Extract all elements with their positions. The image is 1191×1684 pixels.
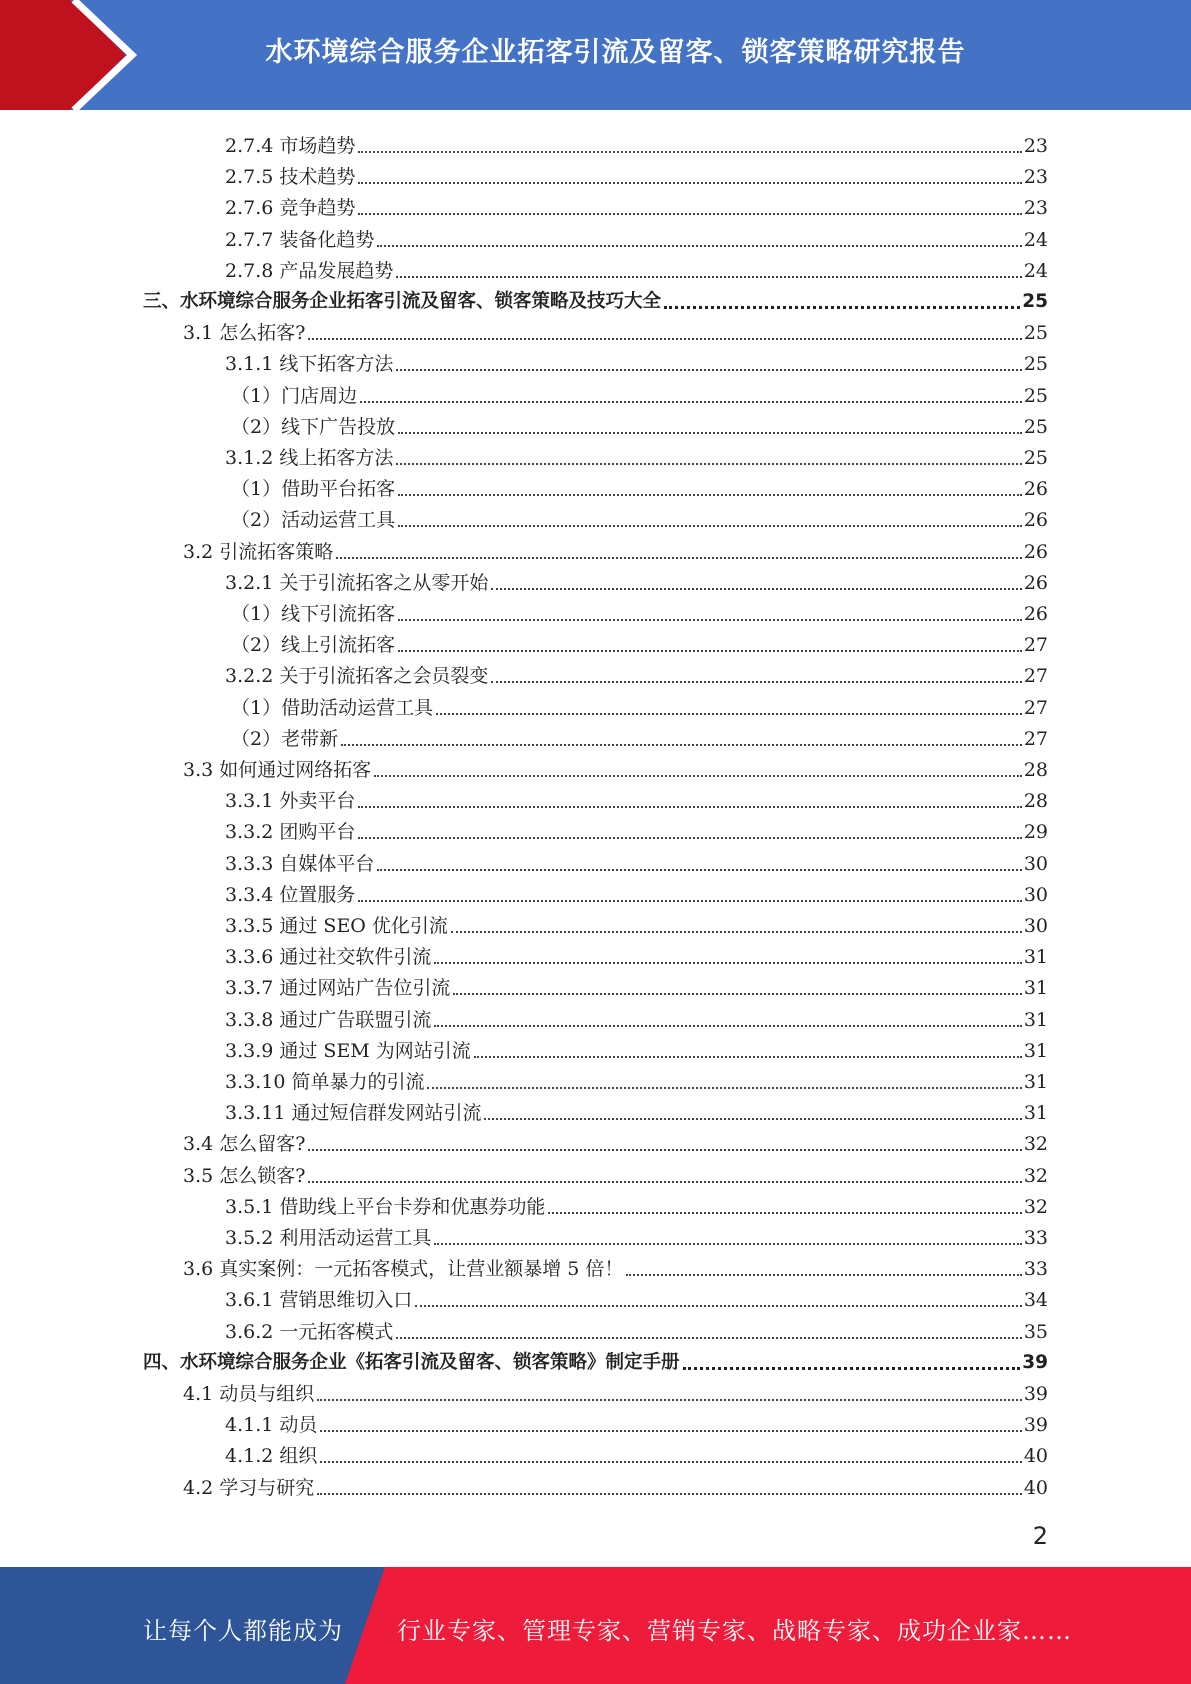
toc-entry[interactable] — [225, 782, 1048, 813]
toc-entry[interactable] — [225, 1032, 1048, 1063]
toc-entry-page: 29 — [1023, 821, 1048, 844]
toc-dot-leader — [491, 588, 1021, 590]
toc-entry-title: 3.3.2 团购平台 — [225, 821, 356, 844]
toc-entry-page: 25 — [1023, 353, 1048, 376]
toc-entry[interactable] — [225, 1406, 1048, 1437]
toc-entry[interactable] — [225, 439, 1048, 470]
toc-entry-page: 30 — [1023, 915, 1048, 937]
toc-entry[interactable] — [225, 1281, 1048, 1312]
toc-entry-title: 2.7.6 竞争趋势 — [225, 197, 356, 220]
toc-entry-page: 40 — [1023, 1476, 1048, 1499]
toc-entry-page: 34 — [1023, 1289, 1048, 1312]
toc-entry-title: 3.1.2 线上拓客方法 — [225, 447, 394, 469]
toc-dot-leader — [664, 306, 1020, 309]
toc-entry-title: 3.3.5 通过 SEO 优化引流 — [225, 915, 448, 937]
toc-entry-page: 25 — [1023, 384, 1048, 407]
toc-entry-title: 四、水环境综合服务企业《拓客引流及留客、锁客策略》制定手册 — [143, 1351, 680, 1373]
toc-entry-title: 3.3.9 通过 SEM 为网站引流 — [225, 1039, 471, 1062]
toc-entry[interactable] — [183, 1250, 1048, 1281]
toc-entry-page: 31 — [1023, 1039, 1048, 1062]
toc-entry[interactable] — [143, 283, 1048, 314]
toc-entry-page: 28 — [1023, 790, 1048, 813]
toc-dot-leader — [396, 276, 1021, 278]
toc-entry-page: 24 — [1023, 259, 1048, 282]
toc-entry-title: （2）线上引流拓客 — [231, 634, 396, 657]
toc-entry-title: 2.7.5 技术趋势 — [225, 166, 356, 189]
toc-entry-page: 26 — [1023, 478, 1048, 501]
toc-entry-title: （1）线下引流拓客 — [231, 603, 396, 625]
toc-dot-leader — [396, 1337, 1021, 1339]
toc-entry[interactable] — [183, 1125, 1048, 1156]
toc-entry[interactable] — [143, 1344, 1048, 1375]
toc-entry-title: （2）老带新 — [231, 727, 339, 750]
toc-entry-page: 27 — [1023, 665, 1048, 688]
toc-entry[interactable] — [231, 377, 1048, 408]
toc-entry-title: 三、水环境综合服务企业拓客引流及留客、锁客策略及技巧大全 — [143, 291, 662, 312]
toc-entry-page: 32 — [1023, 1164, 1048, 1187]
toc-dot-leader — [317, 1493, 1022, 1495]
toc-entry[interactable] — [225, 1188, 1048, 1219]
toc-entry-page: 31 — [1023, 946, 1048, 969]
toc-entry-page: 32 — [1023, 1133, 1048, 1156]
page-header — [0, 0, 1191, 110]
toc-entry-title: 3.3.4 位置服务 — [225, 883, 356, 906]
toc-entry-title: 4.1 动员与组织 — [183, 1383, 315, 1405]
toc-entry-title: 3.5 怎么锁客? — [183, 1164, 306, 1187]
toc-dot-leader — [474, 1056, 1022, 1058]
toc-entry[interactable] — [225, 876, 1048, 907]
toc-entry-page: 40 — [1023, 1445, 1048, 1468]
toc-entry[interactable] — [225, 1313, 1048, 1344]
toc-dot-leader — [336, 557, 1022, 559]
toc-entry-title: 3.3 如何通过网络拓客 — [183, 759, 372, 781]
toc-entry[interactable] — [231, 689, 1048, 720]
toc-entry[interactable] — [225, 907, 1048, 938]
toc-dot-leader — [434, 1243, 1021, 1245]
toc-entry[interactable] — [183, 751, 1048, 782]
toc-dot-leader — [320, 1430, 1021, 1432]
toc-dot-leader — [374, 775, 1022, 777]
toc-entry-page: 39 — [1022, 1351, 1048, 1373]
toc-entry-page: 33 — [1023, 1227, 1048, 1249]
toc-entry-title: 4.2 学习与研究 — [183, 1476, 315, 1499]
toc-entry-page: 33 — [1023, 1258, 1048, 1281]
toc-entry[interactable] — [225, 1437, 1048, 1468]
toc-entry[interactable] — [225, 969, 1048, 1000]
toc-entry-title: 2.7.4 市场趋势 — [225, 135, 356, 157]
toc-entry[interactable] — [183, 1469, 1048, 1500]
toc-dot-leader — [415, 1305, 1021, 1307]
toc-entry-title: 3.1.1 线下拓客方法 — [225, 353, 394, 376]
toc-dot-leader — [436, 713, 1022, 715]
toc-entry-page: 31 — [1023, 1071, 1048, 1093]
toc-entry-title: 3.3.6 通过社交软件引流 — [225, 946, 432, 969]
toc-entry-page: 25 — [1023, 447, 1048, 469]
toc-dot-leader — [308, 1181, 1021, 1183]
toc-entry[interactable] — [225, 564, 1048, 595]
toc-dot-leader — [427, 1087, 1021, 1089]
toc-entry-page: 31 — [1023, 1102, 1048, 1125]
toc-entry[interactable] — [231, 595, 1048, 626]
toc-entry-title: 3.3.10 简单暴力的引流 — [225, 1071, 425, 1093]
toc-entry-title: （1）借助活动运营工具 — [231, 696, 434, 719]
toc-entry-title: 3.4 怎么留客? — [183, 1133, 306, 1156]
toc-entry-page: 25 — [1022, 291, 1048, 312]
toc-entry-page: 30 — [1023, 852, 1048, 875]
toc-entry[interactable] — [183, 314, 1048, 345]
toc-dot-leader — [320, 1461, 1021, 1463]
toc-entry[interactable] — [183, 1375, 1048, 1406]
toc-entry-page: 28 — [1023, 759, 1048, 781]
toc-entry-title: 3.3.8 通过广告联盟引流 — [225, 1008, 432, 1031]
toc-entry-title: 3.3.3 自媒体平台 — [225, 852, 375, 875]
toc-entry-title: （2）活动运营工具 — [231, 509, 396, 532]
toc-entry[interactable] — [225, 189, 1048, 220]
toc-entry[interactable] — [231, 501, 1048, 532]
toc-entry[interactable] — [231, 626, 1048, 657]
toc-entry-title: 4.1.1 动员 — [225, 1414, 318, 1437]
toc-entry-page: 26 — [1023, 603, 1048, 625]
toc-dot-leader — [398, 619, 1022, 621]
toc-entry-page: 23 — [1023, 197, 1048, 220]
toc-dot-leader — [434, 1025, 1021, 1027]
toc-dot-leader — [484, 1118, 1021, 1120]
toc-entry[interactable] — [231, 470, 1048, 501]
toc-entry-page: 23 — [1023, 166, 1048, 189]
toc-entry-title: 2.7.7 装备化趋势 — [225, 228, 375, 251]
toc-entry-title: 3.3.11 通过短信群发网站引流 — [225, 1102, 482, 1125]
toc-entry-page: 26 — [1023, 509, 1048, 532]
toc-entry-title: 3.6 真实案例：一元拓客模式，让营业额暴增 5 倍！ — [183, 1258, 624, 1281]
toc-dot-leader — [308, 338, 1021, 340]
toc-dot-leader — [491, 681, 1021, 683]
toc-entry-title: （1）借助平台拓客 — [231, 478, 396, 501]
toc-dot-leader — [626, 1274, 1021, 1276]
toc-entry[interactable] — [225, 158, 1048, 189]
toc-dot-leader — [398, 525, 1022, 527]
toc-dot-leader — [434, 962, 1021, 964]
toc-entry-page: 23 — [1023, 135, 1048, 157]
toc-entry-page: 30 — [1023, 883, 1048, 906]
toc-entry-title: 3.3.7 通过网站广告位引流 — [225, 977, 451, 1000]
toc-entry-page: 27 — [1023, 696, 1048, 719]
toc-entry-page: 39 — [1023, 1414, 1048, 1437]
toc-entry-page: 35 — [1023, 1320, 1048, 1343]
toc-entry-title: 3.2 引流拓客策略 — [183, 540, 334, 563]
toc-entry[interactable] — [231, 408, 1048, 439]
toc-dot-leader — [377, 869, 1021, 871]
toc-dot-leader — [317, 1399, 1022, 1401]
toc-dot-leader — [451, 931, 1022, 933]
toc-entry-page: 26 — [1023, 540, 1048, 563]
toc-dot-leader — [396, 369, 1021, 371]
toc-entry-title: 3.2.2 关于引流拓客之会员裂变 — [225, 665, 489, 688]
toc-entry[interactable] — [225, 221, 1048, 252]
toc-entry-title: 3.6.2 一元拓客模式 — [225, 1320, 394, 1343]
toc-entry-title: 3.3.1 外卖平台 — [225, 790, 356, 813]
toc-entry-page: 27 — [1023, 634, 1048, 657]
toc-entry-title: （1）门店周边 — [231, 384, 358, 407]
footer-slogan-right: 行业专家、管理专家、营销专家、战略专家、成功企业家…… — [397, 1617, 1072, 1645]
page-footer — [0, 1567, 1191, 1684]
footer-slogan-left: 让每个人都能成为 — [143, 1617, 343, 1645]
toc-entry[interactable] — [225, 657, 1048, 688]
toc-entry-page: 25 — [1023, 322, 1048, 345]
toc-entry-title: 3.6.1 营销思维切入口 — [225, 1289, 413, 1312]
toc-dot-leader — [398, 650, 1022, 652]
toc-dot-leader — [683, 1367, 1021, 1370]
toc-entry[interactable] — [225, 1063, 1048, 1094]
toc-dot-leader — [398, 494, 1022, 496]
toc-entry-title: 3.5.1 借助线上平台卡券和优惠券功能 — [225, 1195, 546, 1218]
toc-entry[interactable] — [225, 1001, 1048, 1032]
toc-entry-page: 25 — [1023, 415, 1048, 438]
toc-entry[interactable] — [225, 127, 1048, 158]
toc-entry[interactable] — [225, 938, 1048, 969]
toc-entry[interactable] — [231, 720, 1048, 751]
toc-entry-title: 3.5.2 利用活动运营工具 — [225, 1227, 432, 1249]
toc-entry-page: 24 — [1023, 228, 1048, 251]
toc-entry-page: 32 — [1023, 1195, 1048, 1218]
toc-entry[interactable] — [183, 1157, 1048, 1188]
toc-entry-page: 31 — [1023, 977, 1048, 1000]
toc-dot-leader — [358, 182, 1021, 184]
toc-entry[interactable] — [225, 1094, 1048, 1125]
toc-entry-page: 31 — [1023, 1008, 1048, 1031]
toc-dot-leader — [360, 401, 1022, 403]
toc-dot-leader — [358, 900, 1021, 902]
toc-entry-title: 3.2.1 关于引流拓客之从零开始 — [225, 571, 489, 594]
report-title: 水环境综合服务企业拓客引流及留客、锁客策略研究报告 — [265, 37, 966, 68]
toc-dot-leader — [453, 993, 1021, 995]
toc-dot-leader — [358, 151, 1021, 153]
toc-entry[interactable] — [183, 533, 1048, 564]
toc-entry[interactable] — [225, 1219, 1048, 1250]
toc-entry[interactable] — [225, 252, 1048, 283]
toc-dot-leader — [398, 432, 1022, 434]
toc-entry-title: 2.7.8 产品发展趋势 — [225, 259, 394, 282]
toc-dot-leader — [377, 245, 1021, 247]
toc-dot-leader — [308, 1149, 1021, 1151]
toc-dot-leader — [358, 837, 1021, 839]
toc-dot-leader — [548, 1212, 1021, 1214]
toc-entry-page: 26 — [1023, 571, 1048, 594]
toc-entry-page: 39 — [1023, 1383, 1048, 1405]
toc-entry-title: （2）线下广告投放 — [231, 415, 396, 438]
toc-dot-leader — [358, 213, 1021, 215]
toc-entry-title: 4.1.2 组织 — [225, 1445, 318, 1468]
toc-entry-title: 3.1 怎么拓客? — [183, 322, 306, 345]
page-number: 2 — [1032, 1522, 1048, 1550]
toc-dot-leader — [341, 744, 1022, 746]
toc-entry[interactable] — [225, 845, 1048, 876]
toc-entry-page: 27 — [1023, 727, 1048, 750]
toc-entry[interactable] — [225, 813, 1048, 844]
toc-dot-leader — [358, 806, 1021, 808]
toc-entry[interactable] — [225, 345, 1048, 376]
toc-dot-leader — [396, 463, 1021, 465]
